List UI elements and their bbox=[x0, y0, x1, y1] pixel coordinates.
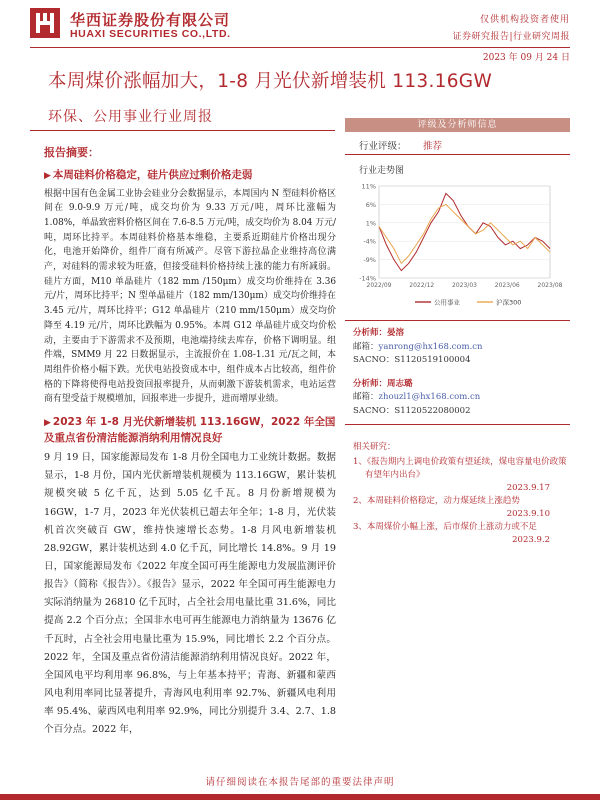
rating-label: 行业评级： bbox=[359, 141, 407, 152]
report-subtitle: 环保、公用事业行业周报 bbox=[48, 109, 213, 125]
related-item[interactable]: 1、《报告期内上调电价政策有望延续，煤电容量电价政策有望年内出台》 bbox=[353, 457, 567, 480]
section1-heading-text: 本周硅料价格稳定，硅片供应过剩价格走弱 bbox=[52, 169, 253, 181]
section1-heading bbox=[44, 168, 336, 184]
legal-notice: 请仔细阅读在本报告尾部的重要法律声明 bbox=[205, 777, 395, 788]
chart-title: 行业走势图 bbox=[359, 166, 405, 176]
analyst-1-email-row bbox=[353, 341, 570, 355]
analyst-1-sacno: SACNO：S1120519100004 bbox=[353, 355, 471, 365]
analyst-2 bbox=[353, 378, 570, 419]
analyst-1 bbox=[353, 327, 570, 368]
related-date: 2023.9.10 bbox=[506, 509, 550, 519]
related-title: 相关研究： bbox=[353, 442, 396, 452]
industry-trend-chart bbox=[345, 178, 570, 318]
related-date: 2023.9.17 bbox=[506, 483, 550, 493]
header-divider bbox=[30, 47, 570, 48]
x-tick-label: 2022/12 bbox=[409, 282, 435, 289]
y-tick-label: 11% bbox=[361, 182, 376, 191]
analyst-2-email-label: 邮箱： bbox=[353, 392, 379, 402]
x-tick-label: 2023/08 bbox=[537, 282, 563, 289]
analyst-1-email-label: 邮箱： bbox=[353, 341, 379, 352]
analyst-2-name: 分析师：周志璐 bbox=[353, 378, 413, 389]
analyst-2-sacno: SACNO：S1120522080002 bbox=[353, 405, 471, 416]
sidebar bbox=[345, 118, 570, 547]
triangle-bullet-icon: ▶ bbox=[44, 171, 51, 181]
y-tick-label: 6% bbox=[365, 200, 376, 209]
rating-divider bbox=[345, 154, 570, 155]
related-research bbox=[353, 441, 570, 547]
section2-heading bbox=[44, 415, 336, 445]
report-type: 证券研究报告|行业研究周报 bbox=[452, 32, 570, 42]
x-tick-label: 2023/06 bbox=[494, 282, 520, 289]
rating-value: 推荐 bbox=[423, 141, 443, 152]
y-tick-label: -4% bbox=[363, 237, 376, 246]
section2-heading-text: 2023 年 1-8 月光伏新增装机 113.16GW，2022 年全国及重点省份清洁能源消纳利用情况良好 bbox=[44, 416, 336, 444]
main-content bbox=[44, 140, 336, 740]
company-name-cn: 华西证券股份有限公司 bbox=[70, 11, 231, 29]
analyst-1-name: 分析师：晏溶 bbox=[353, 328, 405, 338]
report-date: 2023 年 09 月 24 日 bbox=[482, 53, 570, 63]
analyst-2-email-row bbox=[353, 391, 570, 405]
legend-label: 沪深300 bbox=[496, 298, 522, 307]
subtitle-divider bbox=[30, 130, 335, 131]
section1-body: 根据中国有色金属工业协会硅业分会数据显示，本周国内 N 型硅料价格区间在 9.0-9.9 万元/吨，成交均价为 9.33 万元/吨，周环比涨幅为 1.08%，单晶致密料价格区间在 7.6-8.5 万元/吨，成交均价为 8.04 万元/吨，周环比持平。本周硅料价格基本维稳，主要系近期硅片价格出现分化，电池开始降价，组件厂商有所减产。尽管下游拉晶企业维持高位满产，对硅料的需求较为旺盛，但接受硅料价格持续上涨的能力有所减弱。硅片方面，M10 单晶硅片（182 mm /150μm）成交均价维持在 3.36 元/片，周环比持平；N 型单晶硅片（182 mm/130μm）成交均价维持在 3.45 元/片，周环比持平；G12 单晶硅片（210 mm/150μm）成交均价降至 4.19 元/片，周环比跌幅为 0.95%。本周 G12 单晶硅片成交均价松动，主要由于下游需求不及预期，电池端持续去库存，价格下调明显。组件端，SMM9 月 22 日数据显示，主流报价在 1.08-1.31 元/瓦之间，本周组件价格小幅下跌。光伏电站投资成本中，组件成本占比较高，组件价格的下降将使得电站投资回报率提升，从而刺激下游装机需求，电站运营商有望受益于规模增加，回报率进一步提升，进而增厚业绩。 bbox=[44, 188, 336, 405]
rating-box-title: 评级及分析师信息 bbox=[345, 118, 570, 132]
report-title: 本周煤价涨幅加大，1-8 月光伏新增装机 113.16GW bbox=[48, 71, 493, 92]
analyst-2-email[interactable]: zhouzl1@hx168.com.cn bbox=[378, 392, 481, 402]
y-tick-label: 1% bbox=[365, 219, 376, 228]
investor-notice: 仅供机构投资者使用 bbox=[479, 15, 570, 25]
related-date: 2023.9.2 bbox=[512, 535, 550, 545]
rating-row bbox=[345, 132, 570, 154]
legend-label: 公用事业 bbox=[434, 298, 460, 307]
series-line-utilities bbox=[379, 193, 550, 270]
y-tick-label: -9% bbox=[363, 256, 376, 265]
huaxi-logo-icon bbox=[30, 8, 60, 38]
related-item[interactable]: 2、本周硅料价格稳定，动力煤延续上涨趋势 bbox=[353, 496, 520, 506]
section2-body: 9 月 19 日，国家能源局发布 1-8 月份全国电力工业统计数据。数据显示，1-8 月份，国内光伏新增装机规模为 113.16GW，累计装机规模突破 5 亿千瓦，达到 5.05 亿千瓦。8 月份新增规模为 16GW，1-7 月，2023 年光伏装机已超去年全年；1-8 月，光伏装机首次突破百 GW，维持快速增长态势。1-8 月风电新增装机 28.92GW，累计装机达到 4.0 亿千瓦，同比增长 14.8%。9 月 19 日，国家能源局发布《2022 年度全国可再生能源电力发展监测评价报告》（简称《报告》）。《报告》显示，2022 年全国可再生能源电力实际消纳量为 26810 亿千瓦时，占全社会用电量比重 31.6%，同比提高 2.2 个百分点；全国非水电可再生能源电力消纳量为 13676 亿千瓦时，占全社会用电量比重为 15.9%，同比增长 2.2 个百分点。2022 年，全国及重点省份清洁能源消纳利用情况良好。2022 年，全国风电平均利用率 96.8%，与上年基本持平；青海、新疆和蒙西风电利用率同比显著提升，青海风电利用率 92.7%、新疆风电利用率 95.4%、蒙西风电利用率 92.9%，同比分别提升 3.4、2.7、1.8 个百分点。2022 年， bbox=[44, 452, 336, 736]
y-tick-label: -14% bbox=[359, 274, 376, 283]
related-item[interactable]: 3、本周煤价小幅上涨，后市煤价上涨动力或不足 bbox=[353, 522, 537, 532]
report-header bbox=[0, 0, 600, 70]
series-line-csi300 bbox=[379, 204, 550, 263]
analyst-divider bbox=[345, 424, 570, 425]
plot-frame bbox=[379, 186, 550, 278]
summary-label: 报告摘要： bbox=[44, 146, 99, 159]
company-name-en: HUAXI SECURITIES CO.,LTD. bbox=[70, 28, 231, 40]
analyst-1-email[interactable]: yanrong@hx168.com.cn bbox=[378, 341, 483, 352]
footer-bar bbox=[0, 794, 600, 800]
chart-divider bbox=[345, 320, 570, 321]
x-tick-label: 2023/03 bbox=[452, 282, 477, 289]
x-tick-label: 2022/09 bbox=[366, 282, 392, 289]
triangle-bullet-icon: ▶ bbox=[44, 418, 51, 429]
